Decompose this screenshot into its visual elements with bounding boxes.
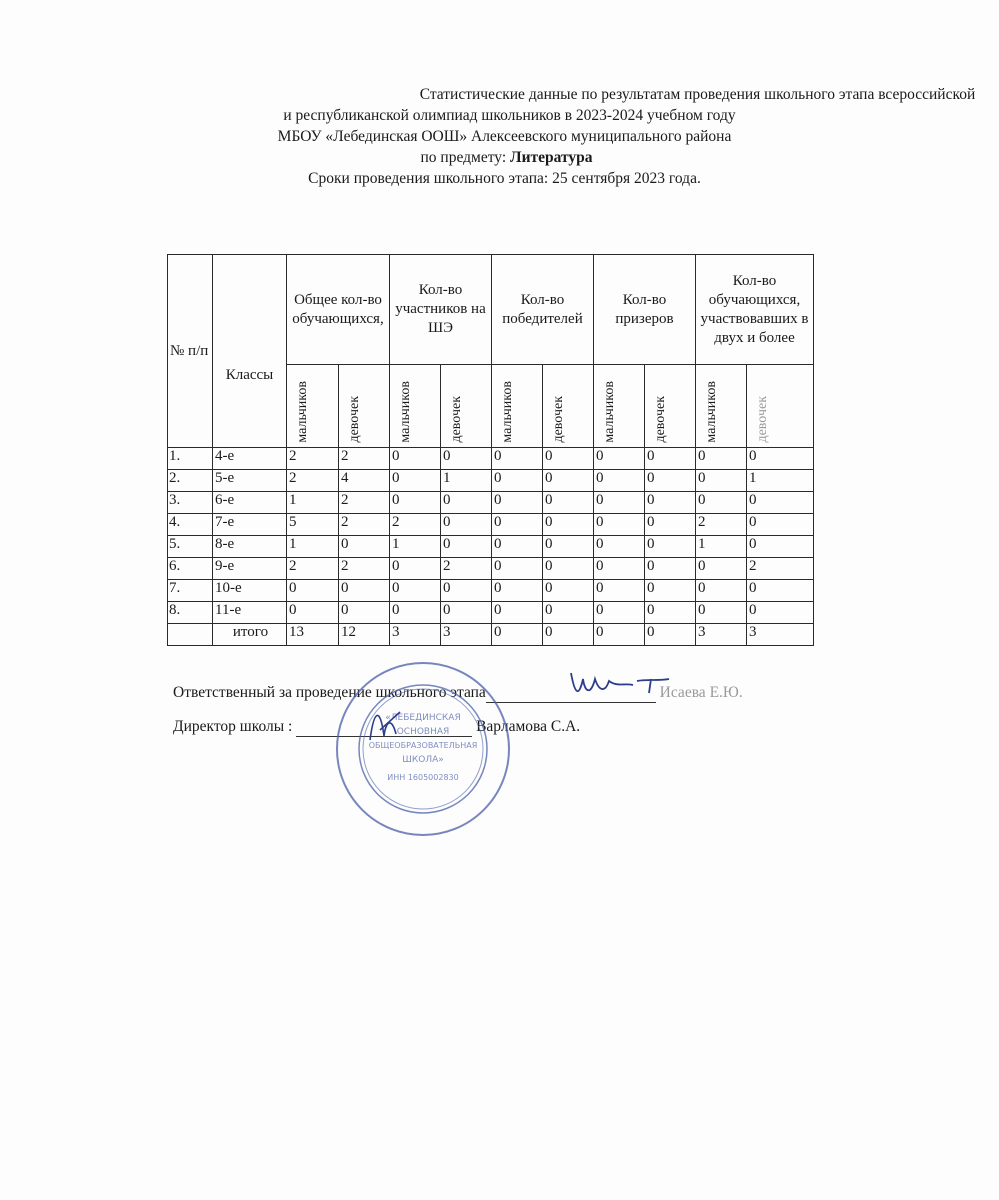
row-number: 3. [168, 492, 213, 514]
cell: 1 [287, 492, 339, 514]
cell: 3 [747, 624, 814, 646]
svg-text:ШКОЛА»: ШКОЛА» [402, 755, 444, 765]
cell: 0 [747, 580, 814, 602]
cell: 2 [696, 514, 747, 536]
cell: 0 [696, 492, 747, 514]
svg-text:ОБЩЕОБРАЗОВАТЕЛЬНАЯ: ОБЩЕОБРАЗОВАТЕЛЬНАЯ [368, 741, 478, 750]
sub-boys: мальчиков [594, 365, 645, 448]
cell: 0 [747, 492, 814, 514]
cell: 0 [543, 448, 594, 470]
table-row [168, 492, 814, 514]
cell: 0 [696, 580, 747, 602]
cell: 0 [645, 514, 696, 536]
row-class: 10-е [213, 580, 287, 602]
cell: 2 [441, 558, 492, 580]
header-group-multi [696, 255, 814, 365]
cell: 0 [594, 514, 645, 536]
cell: 0 [747, 514, 814, 536]
cell: 12 [339, 624, 390, 646]
header-line-5: Сроки проведения школьного этапа: 25 сентября 2023 года. [308, 170, 701, 187]
cell: 0 [441, 448, 492, 470]
cell: 0 [339, 602, 390, 624]
cell: 3 [696, 624, 747, 646]
sub-girls: девочек [441, 365, 492, 448]
cell: 0 [747, 602, 814, 624]
cell: 5 [287, 514, 339, 536]
cell: 2 [339, 448, 390, 470]
cell: 0 [441, 580, 492, 602]
table-row [168, 470, 814, 492]
header-num: № п/п [168, 255, 213, 448]
document-header [0, 84, 976, 189]
cell: 3 [441, 624, 492, 646]
cell: 0 [492, 448, 543, 470]
cell: 0 [645, 536, 696, 558]
cell: 0 [492, 624, 543, 646]
cell: 0 [543, 514, 594, 536]
row-class: 9-е [213, 558, 287, 580]
cell: 0 [492, 558, 543, 580]
sub-girls: девочек [645, 365, 696, 448]
cell: 3 [390, 624, 441, 646]
sub-boys: мальчиков [492, 365, 543, 448]
header-group-multi-text: Кол-во обучающихся, участвовавших в двух и более [700, 272, 809, 346]
svg-text:ИНН 1605002830: ИНН 1605002830 [387, 773, 459, 782]
cell: 0 [543, 580, 594, 602]
director-name: Варламова С.А. [476, 718, 581, 735]
row-class: 4-е [213, 448, 287, 470]
header-line-3: МБОУ «Лебединская ООШ» Алексеевского муниципального района [277, 128, 732, 145]
header-line-2: и республиканской олимпиад школьников в 2023-2024 учебном году [283, 107, 736, 124]
responsible-handwritten-signature [565, 665, 675, 705]
header-group-prizewinners: Кол-во призеров [594, 255, 696, 365]
cell: 0 [441, 514, 492, 536]
header-group-participants: Кол-во участников на ШЭ [390, 255, 492, 365]
cell: 0 [390, 470, 441, 492]
header-class: Классы [213, 255, 287, 448]
table-row [168, 514, 814, 536]
cell: 0 [287, 580, 339, 602]
cell: 0 [339, 580, 390, 602]
cell: 2 [339, 514, 390, 536]
director-handwritten-signature [350, 700, 420, 750]
cell: 0 [645, 470, 696, 492]
cell: 0 [594, 602, 645, 624]
cell: 1 [441, 470, 492, 492]
cell: 0 [441, 492, 492, 514]
cell: 2 [339, 558, 390, 580]
cell: 0 [645, 624, 696, 646]
cell: 0 [645, 558, 696, 580]
sub-girls: девочек [747, 365, 814, 448]
cell: 2 [390, 514, 441, 536]
cell: 0 [441, 602, 492, 624]
cell: 0 [696, 602, 747, 624]
cell: 0 [696, 470, 747, 492]
cell: 0 [492, 514, 543, 536]
cell: 0 [543, 602, 594, 624]
cell: 2 [747, 558, 814, 580]
cell: 0 [441, 536, 492, 558]
cell: 0 [492, 492, 543, 514]
row-class: 8-е [213, 536, 287, 558]
responsible-name: Исаева Е.Ю. [659, 684, 743, 701]
table-row [168, 580, 814, 602]
cell: 0 [645, 580, 696, 602]
cell: 0 [492, 602, 543, 624]
sub-girls: девочек [339, 365, 390, 448]
cell: 0 [645, 602, 696, 624]
results-table [167, 254, 814, 646]
cell: 0 [492, 536, 543, 558]
row-class: 6-е [213, 492, 287, 514]
cell: 0 [543, 470, 594, 492]
cell: 1 [696, 536, 747, 558]
cell: 0 [492, 470, 543, 492]
cell: 0 [747, 448, 814, 470]
cell: 0 [492, 580, 543, 602]
cell: 0 [594, 580, 645, 602]
table-row [168, 602, 814, 624]
row-number: 2. [168, 470, 213, 492]
cell: 0 [696, 448, 747, 470]
row-number: 5. [168, 536, 213, 558]
cell: 0 [390, 580, 441, 602]
cell: 2 [287, 470, 339, 492]
cell: 0 [543, 536, 594, 558]
row-class: 11-е [213, 602, 287, 624]
row-number: 1. [168, 448, 213, 470]
cell: 0 [287, 602, 339, 624]
table-row [168, 448, 814, 470]
cell: 0 [543, 558, 594, 580]
cell: 0 [594, 536, 645, 558]
row-number: 7. [168, 580, 213, 602]
header-line-1: Статистические данные по результатам проведения школьного этапа всероссийской [419, 86, 976, 103]
sub-girls: девочек [543, 365, 594, 448]
header-group-winners: Кол-во победителей [492, 255, 594, 365]
header-line-4 [70, 147, 943, 168]
cell: 1 [390, 536, 441, 558]
row-class: 7-е [213, 514, 287, 536]
cell: 0 [747, 536, 814, 558]
total-row [168, 624, 814, 646]
cell: 0 [543, 624, 594, 646]
subject-prefix: по предмету: [420, 149, 511, 166]
row-number: 4. [168, 514, 213, 536]
subject-name: Литература [510, 149, 593, 166]
svg-text:«ЛЕБЕДИНСКАЯ: «ЛЕБЕДИНСКАЯ [385, 713, 461, 723]
cell: 0 [390, 492, 441, 514]
cell: 0 [339, 536, 390, 558]
cell: 2 [339, 492, 390, 514]
row-number: 8. [168, 602, 213, 624]
sub-boys: мальчиков [287, 365, 339, 448]
cell: 0 [645, 448, 696, 470]
cell: 0 [594, 492, 645, 514]
cell: 0 [390, 448, 441, 470]
director-label: Директор школы : [173, 718, 297, 735]
table-row [168, 536, 814, 558]
cell: 2 [287, 448, 339, 470]
table-row [168, 558, 814, 580]
cell: 2 [287, 558, 339, 580]
row-class: 5-е [213, 470, 287, 492]
header-group-total: Общее кол-во обучающихся, [287, 255, 390, 365]
cell: 0 [543, 492, 594, 514]
total-num [168, 624, 213, 646]
svg-text:ОСНОВНАЯ: ОСНОВНАЯ [396, 727, 450, 737]
sub-boys: мальчиков [696, 365, 747, 448]
responsible-label: Ответственный за проведение школьного этапа [173, 684, 486, 701]
cell: 0 [594, 624, 645, 646]
cell: 0 [594, 470, 645, 492]
cell: 1 [287, 536, 339, 558]
row-number: 6. [168, 558, 213, 580]
cell: 0 [696, 558, 747, 580]
cell: 0 [390, 602, 441, 624]
cell: 0 [594, 558, 645, 580]
cell: 0 [645, 492, 696, 514]
cell: 1 [747, 470, 814, 492]
cell: 13 [287, 624, 339, 646]
cell: 4 [339, 470, 390, 492]
total-label: итого [213, 624, 287, 646]
sub-boys: мальчиков [390, 365, 441, 448]
cell: 0 [390, 558, 441, 580]
cell: 0 [594, 448, 645, 470]
